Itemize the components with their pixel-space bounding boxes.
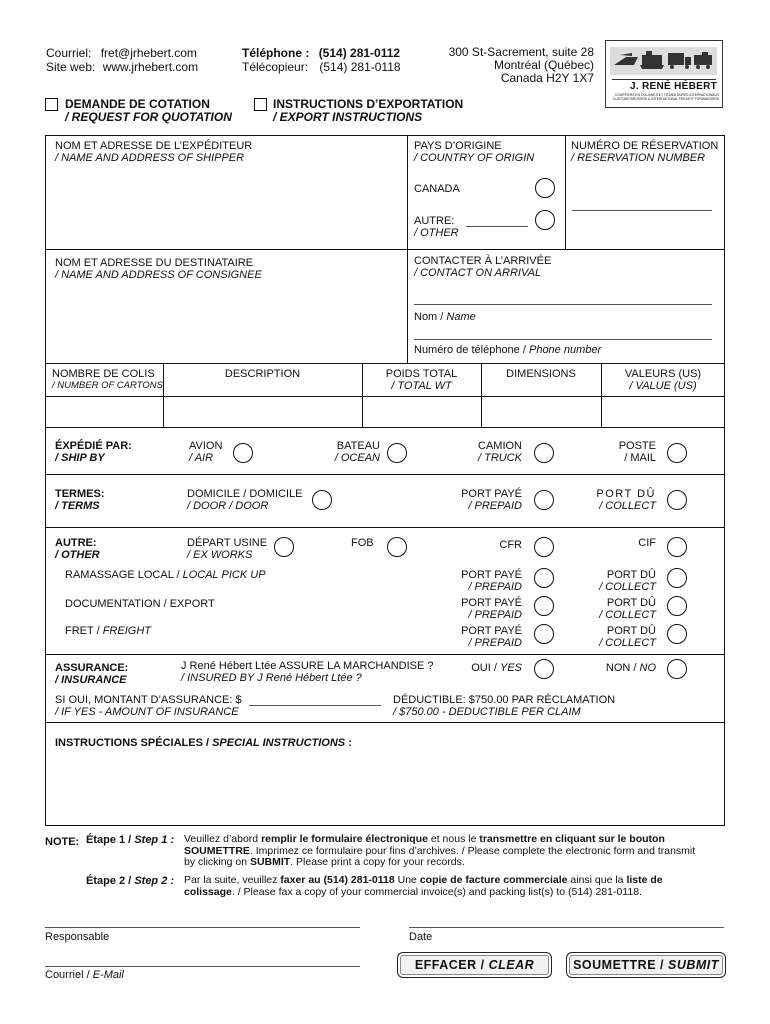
insurance-no-radio[interactable]	[667, 659, 687, 679]
ship-air-label: AVION / AIR	[189, 440, 223, 464]
freight-prepaid-label: PORT PAYÉ / PREPAID	[461, 625, 522, 649]
pickup-prepaid-label: PORT PAYÉ / PREPAID	[461, 569, 522, 593]
shipper-input[interactable]	[50, 166, 402, 246]
freight-prepaid-radio[interactable]	[534, 624, 554, 644]
value-input[interactable]	[602, 397, 724, 426]
ship-truck-label: CAMION / TRUCK	[478, 440, 522, 464]
header-website[interactable]: www.jrhebert.com	[102, 60, 199, 74]
exworks-label: DÉPART USINE / EX WORKS	[187, 537, 268, 561]
pickup-collect-label: PORT DÛ / COLLECT	[599, 569, 656, 593]
weight-input[interactable]	[363, 397, 481, 426]
terms-label: TERMES: / TERMS	[55, 488, 105, 512]
email-label: Courriel / E-Mail	[45, 969, 124, 981]
col-dimensions: DIMENSIONS	[506, 368, 576, 380]
cif-radio[interactable]	[667, 537, 687, 557]
consignee-input[interactable]	[50, 282, 402, 360]
freight-collect-radio[interactable]	[667, 624, 687, 644]
terms-collect-radio[interactable]	[667, 490, 687, 510]
origin-other-radio[interactable]	[535, 210, 555, 230]
other-label: AUTRE: / OTHER	[55, 537, 100, 561]
origin-other-label: AUTRE: / OTHER	[414, 215, 459, 239]
responsible-field[interactable]	[45, 927, 360, 928]
consignee-label: NOM ET ADRESSE DU DESTINATAIRE / NAME AND ADDRESS OF CONSIGNEE	[55, 257, 262, 281]
cfr-label: CFR	[499, 539, 522, 551]
responsible-label: Responsable	[45, 931, 110, 943]
col-weight: POIDS TOTAL / TOTAL WT	[385, 368, 458, 392]
special-instructions-input[interactable]	[50, 754, 720, 822]
ship-truck-radio[interactable]	[534, 443, 554, 463]
header-web-row: Site web: www.jrhebert.com	[46, 60, 199, 74]
ship-ocean-label: BATEAU / OCEAN	[334, 440, 380, 464]
export-label: INSTRUCTIONS D’EXPORTATION / EXPORT INSTRUCTIONS	[273, 97, 464, 124]
step2-label: Étape 2 / Step 2 :	[86, 875, 175, 887]
clear-button[interactable]: EFFACER / CLEAR	[397, 952, 552, 978]
ship-air-radio[interactable]	[233, 443, 253, 463]
dimensions-input[interactable]	[482, 397, 601, 426]
note-label: NOTE:	[45, 836, 80, 848]
deductible-text: DÉDUCTIBLE: $750.00 PAR RÉCLAMATION / $750.00 - DEDUCTIBLE PER CLAIM	[393, 694, 616, 718]
reservation-label: NUMÉRO DE RÉSERVATION / RESERVATION NUMBER	[571, 140, 719, 164]
header-email-row: Courriel: fret@jrhebert.com	[46, 46, 197, 60]
header-email[interactable]: fret@jrhebert.com	[100, 46, 197, 60]
freight-label: FRET / FREIGHT	[65, 625, 151, 637]
pickup-label: RAMASSAGE LOCAL / LOCAL PICK UP	[65, 569, 266, 581]
terms-prepaid-label: PORT PAYÉ / PREPAID	[461, 488, 522, 512]
shipper-label: NOM ET ADRESSE DE L’EXPÉDITEUR / NAME AND ADDRESS OF SHIPPER	[55, 140, 253, 164]
ship-mail-label: POSTE / MAIL	[618, 440, 656, 464]
date-field[interactable]	[409, 927, 724, 928]
origin-canada-radio[interactable]	[535, 178, 555, 198]
step1-text: Veuillez d’abord remplir le formulaire électronique et nous le transmettre en cliquant sur le bouton SOUMETTRE. Imprimez ce formulaire pour fins d’archives. / Please complete the electronic form and transmit by clicking on SUBMIT. Please print a copy for your records.	[184, 833, 696, 868]
origin-canada-label: CANADA	[414, 183, 460, 195]
doc-collect-radio[interactable]	[667, 596, 687, 616]
vehicles-icon	[606, 43, 721, 83]
terms-prepaid-radio[interactable]	[534, 490, 554, 510]
cartons-input[interactable]	[46, 397, 163, 426]
col-cartons: NOMBRE DE COLIS / NUMBER OF CARTONS	[52, 368, 163, 391]
date-label: Date	[409, 931, 433, 943]
col-description: DESCRIPTION	[224, 368, 301, 380]
cfr-radio[interactable]	[534, 537, 554, 557]
contact-name-field[interactable]	[414, 339, 712, 340]
contact-phone-label: Numéro de téléphone / Phone number	[414, 344, 602, 356]
documentation-label: DOCUMENTATION / EXPORT	[65, 598, 215, 610]
pickup-collect-radio[interactable]	[667, 568, 687, 588]
insurance-yes-radio[interactable]	[534, 659, 554, 679]
pickup-prepaid-radio[interactable]	[534, 568, 554, 588]
contact-name-label: Nom / Name	[414, 311, 476, 323]
insurance-question: J René Hébert Ltée ASSURE LA MARCHANDISE ? / INSURED BY J René Hébert Ltée ?	[181, 660, 434, 684]
fob-radio[interactable]	[387, 537, 407, 557]
cif-label: CIF	[638, 537, 656, 549]
insurance-label: ASSURANCE: / INSURANCE	[55, 662, 129, 686]
submit-button[interactable]: SOUMETTRE / SUBMIT	[566, 952, 726, 978]
description-input[interactable]	[164, 397, 362, 426]
email-field[interactable]	[45, 966, 360, 967]
origin-other-field[interactable]	[466, 226, 528, 227]
insurance-amount-label: SI OUI, MONTANT D’ASSURANCE: $ / IF YES - AMOUNT OF INSURANCE	[55, 694, 242, 718]
ship-mail-radio[interactable]	[667, 443, 687, 463]
doc-collect-label: PORT DÛ / COLLECT	[599, 597, 656, 621]
contact-field[interactable]	[414, 304, 712, 305]
terms-door-radio[interactable]	[312, 490, 332, 510]
header-address: 300 St-Sacrement, suite 28 Montréal (Québec) Canada H2Y 1X7	[448, 45, 594, 85]
freight-collect-label: PORT DÛ / COLLECT	[599, 625, 656, 649]
quote-checkbox[interactable]	[45, 98, 58, 111]
step1-label: Étape 1 / Step 1 :	[86, 834, 175, 846]
insurance-yes-label: OUI / YES	[471, 662, 522, 674]
terms-collect-label: PORT DÛ / COLLECT	[596, 488, 656, 512]
insurance-amount-field[interactable]	[249, 705, 381, 706]
col-value: VALEURS (US) / VALUE (US)	[624, 368, 702, 392]
fob-label: FOB	[351, 537, 374, 549]
terms-door-label: DOMICILE / DOMICILE / DOOR / DOOR	[187, 488, 303, 512]
special-instructions-label: INSTRUCTIONS SPÉCIALES / SPECIAL INSTRUCTIONS :	[55, 737, 352, 749]
exworks-radio[interactable]	[274, 537, 294, 557]
company-logo: J. RENÉ HÉBERT COURTIERS EN DOUANES ET TRANSITAIRES INTERNATIONAUX CUSTOMS BROKERS & INTERNATIONAL FREIGHT FORWARDERS	[605, 40, 723, 108]
reservation-field[interactable]	[572, 210, 712, 211]
header-phone: Téléphone : (514) 281-0112	[242, 46, 401, 60]
ship-ocean-radio[interactable]	[387, 443, 407, 463]
header-fax: Télécopieur: (514) 281-0118	[242, 60, 401, 74]
origin-label: PAYS D’ORIGINE / COUNTRY OF ORIGIN	[414, 140, 535, 164]
contact-label: CONTACTER À L’ARRIVÉE / CONTACT ON ARRIVAL	[414, 255, 552, 279]
doc-prepaid-radio[interactable]	[534, 596, 554, 616]
doc-prepaid-label: PORT PAYÉ / PREPAID	[461, 597, 522, 621]
ship-by-label: ÉXPÉDIÉ PAR: / SHIP BY	[55, 440, 132, 464]
step2-text: Par la suite, veuillez faxer au (514) 281-0118 Une copie de facture commerciale ainsi que la liste de colissage. / Please fax a copy of your commercial invoice(s) and packing list(s) to (514) 281-0118.	[184, 874, 663, 898]
export-checkbox[interactable]	[254, 98, 267, 111]
quote-label: DEMANDE DE COTATION / REQUEST FOR QUOTATION	[65, 97, 232, 124]
insurance-no-label: NON / NO	[605, 662, 656, 674]
